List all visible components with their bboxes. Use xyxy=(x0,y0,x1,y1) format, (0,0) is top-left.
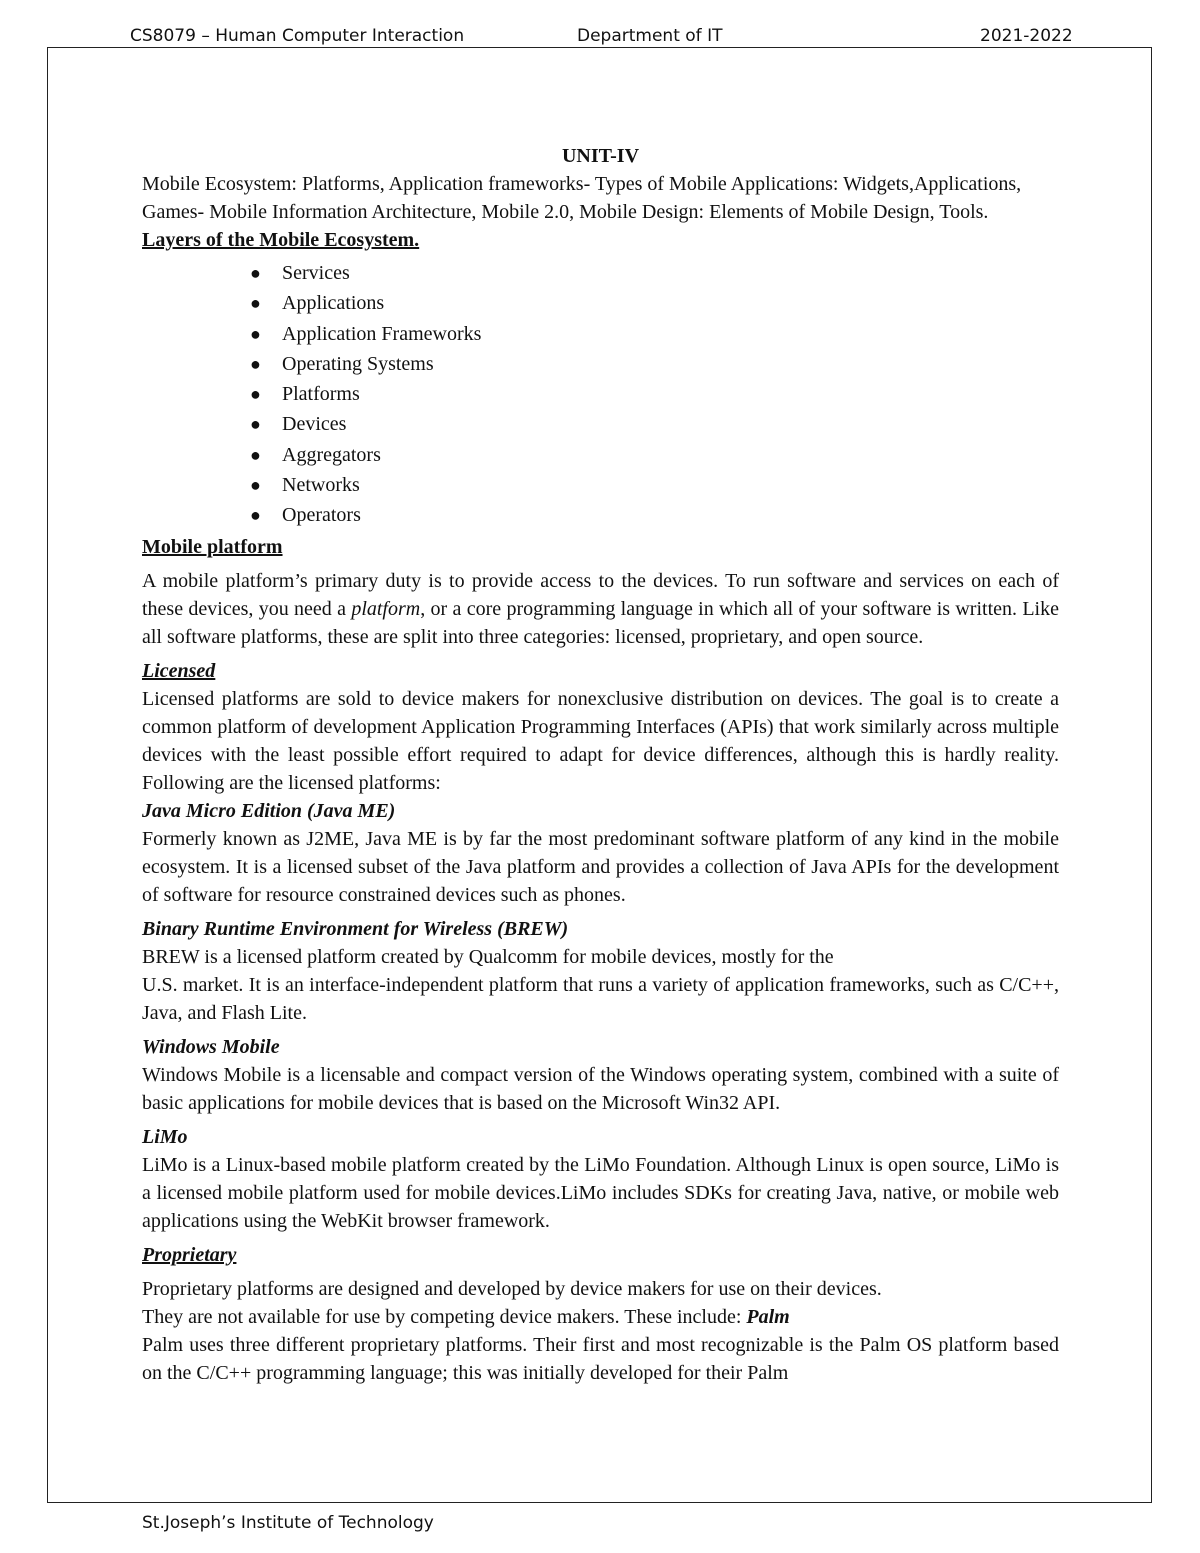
bullet-icon: ● xyxy=(250,323,261,344)
list-item xyxy=(250,288,1059,318)
proprietary-text-line1: Proprietary platforms are designed and developed by device makers for use on their devices. xyxy=(142,1277,882,1300)
java-me-heading: Java Micro Edition (Java ME) xyxy=(142,799,396,822)
mobile-platform-text: A mobile platform’s primary duty is to provide access to the devices. To run software and services on each of these devices, you need a platform, or a core programming language in which all of your software is written. Like all software platforms, these are split into three categories: licensed, proprietary, and open source. xyxy=(142,569,1059,648)
list-item xyxy=(250,319,1059,349)
limo-heading: LiMo xyxy=(142,1125,188,1148)
platform-emphasis: platform xyxy=(351,597,421,620)
bullet-icon: ● xyxy=(250,505,261,526)
windows-mobile-text: Windows Mobile is a licensable and compact version of the Windows operating system, combined with a suite of basic applications for mobile devices that is based on the Microsoft Win32 API. xyxy=(142,1063,1059,1114)
windows-mobile-heading: Windows Mobile xyxy=(142,1035,280,1058)
layer-label: Applications xyxy=(282,292,385,315)
layer-label: Platforms xyxy=(282,383,360,406)
list-item xyxy=(250,349,1059,379)
brew-text-line1: BREW is a licensed platform created by Qualcomm for mobile devices, mostly for the xyxy=(142,945,834,968)
layer-label: Operators xyxy=(282,504,361,527)
list-item xyxy=(250,440,1059,470)
header-year: 2021-2022 xyxy=(980,26,1073,46)
proprietary-text-line2: They are not available for use by competing device makers. These include: Palm xyxy=(142,1305,790,1328)
list-item xyxy=(250,470,1059,500)
layer-label: Services xyxy=(282,262,350,284)
bullet-icon: ● xyxy=(250,353,261,374)
bullet-icon: ● xyxy=(250,263,261,283)
document-body xyxy=(142,142,1059,1387)
limo-text: LiMo is a Linux-based mobile platform created by the LiMo Foundation. Although Linux is open source, LiMo is a licensed mobile platform used for mobile devices.LiMo includes SDKs for creating Java, native, or mobile web applications using the WebKit browser framework. xyxy=(142,1153,1059,1232)
bullet-icon: ● xyxy=(250,414,261,435)
unit-title: UNIT-IV xyxy=(561,145,640,167)
licensed-heading: Licensed xyxy=(142,659,216,682)
java-me-text: Formerly known as J2ME, Java ME is by far the most predominant software platform of any kind in the mobile ecosystem. It is a licensed subset of the Java platform and provides a collection of Java APIs for the development of software for resource constrained devices such as phones. xyxy=(142,827,1059,906)
brew-heading: Binary Runtime Environment for Wireless (BREW) xyxy=(142,917,569,940)
layers-heading: Layers of the Mobile Ecosystem. xyxy=(142,229,420,251)
footer-institute: St.Joseph’s Institute of Technology xyxy=(142,1513,434,1533)
layers-list xyxy=(142,258,1059,531)
bullet-icon: ● xyxy=(250,444,261,465)
header-course: CS8079 – Human Computer Interaction xyxy=(130,26,465,46)
bullet-icon: ● xyxy=(250,475,261,496)
list-item xyxy=(250,258,1059,288)
palm-heading: Palm xyxy=(746,1305,790,1328)
bullet-icon: ● xyxy=(250,293,261,314)
palm-text: Palm uses three different proprietary platforms. Their first and most recognizable is the Palm OS platform based on the C/C++ programming language; this was initially developed for their Palm xyxy=(142,1333,1059,1384)
layer-label: Aggregators xyxy=(282,443,381,466)
proprietary-heading: Proprietary xyxy=(142,1243,237,1266)
layer-label: Application Frameworks xyxy=(282,322,482,345)
mobile-platform-heading: Mobile platform xyxy=(142,535,283,558)
syllabus-text: Mobile Ecosystem: Platforms, Application frameworks- Types of Mobile Applications: Widgets,Applications, Games- Mobile Information Architecture, Mobile 2.0, Mobile Design: Elements of Mobile Design, Tools. xyxy=(142,173,1022,223)
layer-label: Devices xyxy=(282,413,347,436)
list-item xyxy=(250,409,1059,439)
layer-label: Operating Systems xyxy=(282,352,434,375)
layer-label: Networks xyxy=(282,474,360,497)
list-item xyxy=(250,379,1059,409)
licensed-text: Licensed platforms are sold to device makers for nonexclusive distribution on devices. The goal is to create a common platform of development Application Programming Interfaces (APIs) that work similarly across multiple devices with the least possible effort required to adapt for device differences, although this is hardly reality. Following are the licensed platforms: xyxy=(142,687,1059,794)
header-department: Department of IT xyxy=(577,26,723,46)
bullet-icon: ● xyxy=(250,384,261,405)
list-item xyxy=(250,500,1059,530)
brew-text-line2: U.S. market. It is an interface-independent platform that runs a variety of application frameworks, such as C/C++, Java, and Flash Lite. xyxy=(142,973,1059,1024)
